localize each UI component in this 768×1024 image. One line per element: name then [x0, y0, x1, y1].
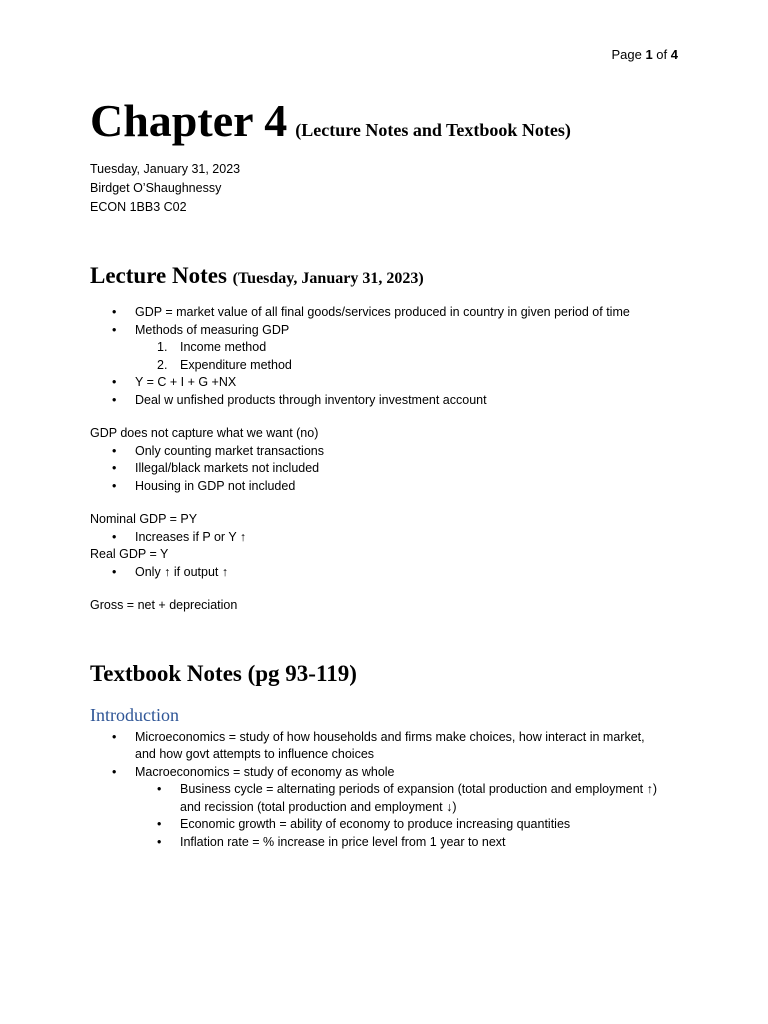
textbook-notes-heading: Textbook Notes (pg 93-119) [90, 660, 357, 686]
title-subtitle: (Lecture Notes and Textbook Notes) [295, 120, 571, 140]
list-item: • Macroeconomics = study of economy as whole [90, 764, 690, 782]
page-of-label: of [656, 47, 668, 62]
capture-line: GDP does not capture what we want (no) [90, 426, 319, 440]
page-number [611, 47, 678, 62]
list-item-text: • Microeconomics = study of how households and firms make choices, how interact in market, [135, 729, 645, 744]
list-item: • Illegal/black markets not included [90, 460, 690, 478]
list-item-text: • Business cycle = alternating periods of expansion (total production and employment ↑) [180, 782, 658, 796]
list-item [90, 729, 690, 764]
current-page: 1 [645, 47, 653, 62]
list-item-text: and recission (total production and employment ↓) [180, 799, 457, 814]
list-item-text: Income method [180, 340, 267, 354]
real-bullets [90, 564, 690, 582]
list-item-text: Expenditure method [180, 357, 292, 372]
document-content [90, 95, 690, 851]
gross-line: Gross = net + depreciation [90, 598, 238, 612]
lecture-bullets [90, 304, 690, 409]
list-item: • Y = C + I + G +NX [90, 374, 690, 392]
meta-date: Tuesday, January 31, 2023 [90, 162, 241, 176]
document-title [90, 95, 690, 156]
page-label: Page [611, 47, 642, 62]
list-item: • Housing in GDP not included [90, 478, 690, 496]
list-number: 1. [157, 340, 168, 354]
list-number: 2. [157, 357, 168, 372]
list-item: • Inflation rate = % increase in price level from 1 year to next [90, 834, 690, 852]
nominal-bullets [90, 529, 690, 547]
list-item [90, 781, 690, 816]
list-item [90, 339, 690, 357]
nominal-gdp-line: Nominal GDP = PY [90, 512, 198, 526]
real-gdp-line: Real GDP = Y [90, 547, 169, 561]
total-pages: 4 [670, 47, 678, 62]
list-item: • Deal w unfished products through inventory investment account [90, 392, 690, 410]
document-meta [90, 160, 690, 217]
lecture-notes-heading [90, 261, 690, 294]
introduction-heading: Introduction [90, 704, 179, 725]
list-item: • Only counting market transactions [90, 443, 690, 461]
list-item: • GDP = market value of all final goods/services produced in country in given period of time [90, 304, 690, 322]
lecture-heading-date: (Tuesday, January 31, 2023) [232, 270, 424, 287]
meta-author: Birdget O’Shaughnessy [90, 181, 222, 195]
list-item: • Only ↑ if output ↑ [90, 564, 690, 582]
list-item: • Methods of measuring GDP [90, 322, 690, 340]
capture-bullets [90, 443, 690, 496]
lecture-heading-text: Lecture Notes [90, 263, 227, 288]
intro-bullets [90, 729, 690, 852]
list-item-text: and how govt attempts to influence choices [135, 747, 375, 761]
list-item: • Increases if P or Y ↑ [90, 529, 690, 547]
list-item: • Economic growth = ability of economy to produce increasing quantities [90, 816, 690, 834]
list-item [90, 357, 690, 375]
meta-course: ECON 1BB3 C02 [90, 200, 187, 214]
title-text: Chapter 4 [90, 95, 288, 146]
